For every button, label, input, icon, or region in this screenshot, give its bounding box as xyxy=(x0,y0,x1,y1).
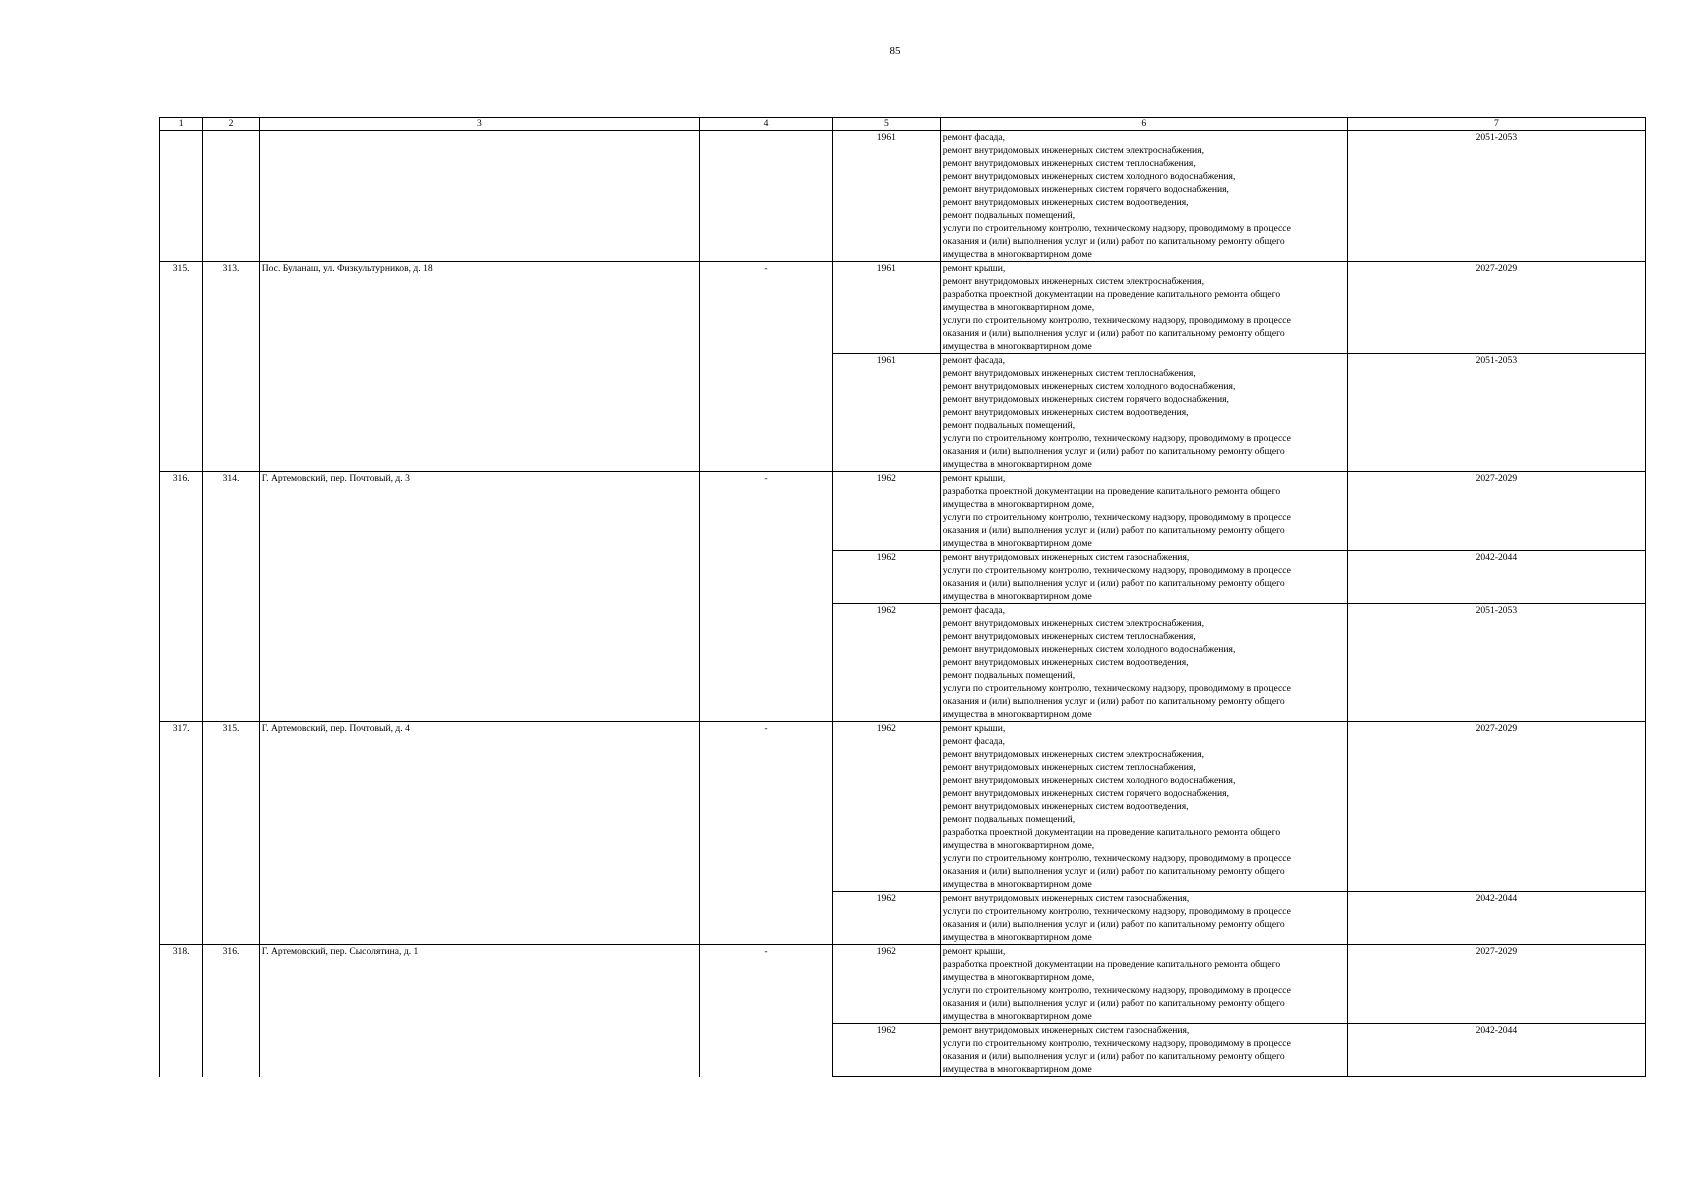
row-number-cell: 318. xyxy=(160,945,203,1077)
address-cell: Г. Артемовский, пер. Почтовый, д. 3 xyxy=(259,472,699,722)
sub-number-cell: 314. xyxy=(203,472,259,722)
work-item: услуги по строительному контролю, техническому надзору, проводимому в процессе xyxy=(942,1038,1291,1049)
address-cell: Г. Артемовский, пер. Сысолятина, д. 1 xyxy=(259,945,699,1077)
work-item: имущества в многоквартирном доме xyxy=(942,932,1092,943)
work-item: ремонт внутридомовых инженерных систем теплоснабжения, xyxy=(942,762,1196,773)
work-item: ремонт внутридомовых инженерных систем электроснабжения, xyxy=(942,618,1204,629)
year-cell: 1962 xyxy=(832,1024,940,1077)
year-cell: 1962 xyxy=(832,945,940,1024)
work-item: ремонт внутридомовых инженерных систем водоотведения, xyxy=(942,407,1189,418)
table-row xyxy=(160,722,1646,892)
work-item: ремонт внутридомовых инженерных систем газоснабжения, xyxy=(942,1025,1190,1036)
column-4-cell: - xyxy=(699,472,832,722)
year-cell: 1962 xyxy=(832,604,940,722)
work-item: ремонт фасада, xyxy=(942,605,1006,616)
sub-number-cell: 316. xyxy=(203,945,259,1077)
sub-number-cell xyxy=(203,131,259,262)
work-item: ремонт внутридомовых инженерных систем электроснабжения, xyxy=(942,276,1204,287)
work-item: имущества в многоквартирном доме xyxy=(942,879,1092,890)
table-body xyxy=(160,131,1646,1077)
work-item: ремонт внутридомовых инженерных систем электроснабжения, xyxy=(942,749,1204,760)
works-cell xyxy=(940,604,1347,722)
year-cell: 1961 xyxy=(832,131,940,262)
work-item: услуги по строительному контролю, техническому надзору, проводимому в процессе xyxy=(942,433,1291,444)
work-item: ремонт внутридомовых инженерных систем холодного водоснабжения, xyxy=(942,644,1236,655)
column-header: 4 xyxy=(699,118,832,131)
column-header: 6 xyxy=(940,118,1347,131)
work-item: имущества в многоквартирном доме, xyxy=(942,972,1095,983)
work-item: услуги по строительному контролю, техническому надзору, проводимому в процессе xyxy=(942,565,1291,576)
work-item: ремонт внутридомовых инженерных систем газоснабжения, xyxy=(942,552,1190,563)
work-item: ремонт внутридомовых инженерных систем холодного водоснабжения, xyxy=(942,171,1236,182)
work-item: ремонт крыши, xyxy=(942,723,1006,734)
period-cell: 2042-2044 xyxy=(1347,892,1645,945)
work-item: ремонт фасада, xyxy=(942,132,1006,143)
period-cell: 2051-2053 xyxy=(1347,354,1645,472)
works-cell xyxy=(940,892,1347,945)
sub-number-cell: 315. xyxy=(203,722,259,945)
column-number-row xyxy=(160,118,1646,131)
period-cell: 2027-2029 xyxy=(1347,945,1645,1024)
period-cell: 2051-2053 xyxy=(1347,604,1645,722)
sub-number-cell: 313. xyxy=(203,262,259,472)
column-4-cell: - xyxy=(699,722,832,945)
work-item: ремонт внутридомовых инженерных систем теплоснабжения, xyxy=(942,158,1196,169)
column-header: 3 xyxy=(259,118,699,131)
work-item: ремонт внутридомовых инженерных систем газоснабжения, xyxy=(942,893,1190,904)
table-row xyxy=(160,131,1646,262)
year-cell: 1961 xyxy=(832,354,940,472)
work-item: оказания и (или) выполнения услуг и (или) работ по капитальному ремонту общего xyxy=(942,525,1285,536)
work-item: услуги по строительному контролю, техническому надзору, проводимому в процессе xyxy=(942,985,1291,996)
work-item: имущества в многоквартирном доме xyxy=(942,1064,1092,1075)
work-item: услуги по строительному контролю, техническому надзору, проводимому в процессе xyxy=(942,223,1291,234)
work-item: услуги по строительному контролю, техническому надзору, проводимому в процессе xyxy=(942,512,1291,523)
work-item: имущества в многоквартирном доме xyxy=(942,709,1092,720)
address-cell: Пос. Буланаш, ул. Физкультурников, д. 18 xyxy=(259,262,699,472)
work-item: ремонт внутридомовых инженерных систем водоотведения, xyxy=(942,657,1189,668)
period-cell: 2051-2053 xyxy=(1347,131,1645,262)
work-item: ремонт подвальных помещений, xyxy=(942,670,1076,681)
work-item: ремонт внутридомовых инженерных систем холодного водоснабжения, xyxy=(942,775,1236,786)
work-item: ремонт внутридомовых инженерных систем электроснабжения, xyxy=(942,145,1204,156)
page-number: 85 xyxy=(889,45,901,57)
work-item: оказания и (или) выполнения услуг и (или) работ по капитальному ремонту общего xyxy=(942,446,1285,457)
work-item: имущества в многоквартирном доме xyxy=(942,538,1092,549)
table-row xyxy=(160,262,1646,354)
work-item: ремонт внутридомовых инженерных систем теплоснабжения, xyxy=(942,631,1196,642)
capital-repair-table xyxy=(159,117,1646,1077)
work-item: ремонт фасада, xyxy=(942,736,1006,747)
work-item: разработка проектной документации на проведение капитального ремонта общего xyxy=(942,289,1281,300)
work-item: оказания и (или) выполнения услуг и (или) работ по капитальному ремонту общего xyxy=(942,696,1285,707)
work-item: ремонт фасада, xyxy=(942,355,1006,366)
work-item: имущества в многоквартирном доме, xyxy=(942,302,1095,313)
column-header: 7 xyxy=(1347,118,1645,131)
work-item: ремонт крыши, xyxy=(942,946,1006,957)
work-item: ремонт внутридомовых инженерных систем водоотведения, xyxy=(942,197,1189,208)
year-cell: 1962 xyxy=(832,722,940,892)
works-cell xyxy=(940,722,1347,892)
period-cell: 2042-2044 xyxy=(1347,1024,1645,1077)
row-number-cell: 315. xyxy=(160,262,203,472)
work-item: оказания и (или) выполнения услуг и (или) работ по капитальному ремонту общего xyxy=(942,578,1285,589)
work-item: имущества в многоквартирном доме, xyxy=(942,840,1095,851)
work-item: имущества в многоквартирном доме, xyxy=(942,499,1095,510)
work-item: разработка проектной документации на проведение капитального ремонта общего xyxy=(942,827,1281,838)
work-item: разработка проектной документации на проведение капитального ремонта общего xyxy=(942,959,1281,970)
work-item: ремонт крыши, xyxy=(942,473,1006,484)
address-cell xyxy=(259,131,699,262)
work-item: ремонт внутридомовых инженерных систем горячего водоснабжения, xyxy=(942,394,1229,405)
work-item: оказания и (или) выполнения услуг и (или) работ по капитальному ремонту общего xyxy=(942,998,1285,1009)
work-item: услуги по строительному контролю, техническому надзору, проводимому в процессе xyxy=(942,906,1291,917)
work-item: имущества в многоквартирном доме xyxy=(942,591,1092,602)
works-cell xyxy=(940,354,1347,472)
table-row xyxy=(160,472,1646,551)
work-item: ремонт подвальных помещений, xyxy=(942,420,1076,431)
year-cell: 1962 xyxy=(832,892,940,945)
work-item: оказания и (или) выполнения услуг и (или) работ по капитальному ремонту общего xyxy=(942,328,1285,339)
works-cell xyxy=(940,945,1347,1024)
works-cell xyxy=(940,262,1347,354)
work-item: ремонт внутридомовых инженерных систем холодного водоснабжения, xyxy=(942,381,1236,392)
column-header: 1 xyxy=(160,118,203,131)
table-row xyxy=(160,945,1646,1024)
work-item: ремонт подвальных помещений, xyxy=(942,210,1076,221)
row-number-cell: 316. xyxy=(160,472,203,722)
works-cell xyxy=(940,551,1347,604)
column-4-cell: - xyxy=(699,945,832,1077)
work-item: оказания и (или) выполнения услуг и (или) работ по капитальному ремонту общего xyxy=(942,1051,1285,1062)
work-item: ремонт внутридомовых инженерных систем теплоснабжения, xyxy=(942,368,1196,379)
work-item: ремонт внутридомовых инженерных систем водоотведения, xyxy=(942,801,1189,812)
work-item: ремонт внутридомовых инженерных систем горячего водоснабжения, xyxy=(942,788,1229,799)
period-cell: 2027-2029 xyxy=(1347,262,1645,354)
work-item: услуги по строительному контролю, техническому надзору, проводимому в процессе xyxy=(942,315,1291,326)
work-item: ремонт крыши, xyxy=(942,263,1006,274)
work-item: разработка проектной документации на проведение капитального ремонта общего xyxy=(942,486,1281,497)
works-cell xyxy=(940,131,1347,262)
column-header: 2 xyxy=(203,118,259,131)
column-4-cell: - xyxy=(699,262,832,472)
works-cell xyxy=(940,472,1347,551)
row-number-cell: 317. xyxy=(160,722,203,945)
works-cell xyxy=(940,1024,1347,1077)
period-cell: 2027-2029 xyxy=(1347,472,1645,551)
year-cell: 1961 xyxy=(832,262,940,354)
work-item: услуги по строительному контролю, техническому надзору, проводимому в процессе xyxy=(942,683,1291,694)
work-item: имущества в многоквартирном доме xyxy=(942,249,1092,260)
row-number-cell xyxy=(160,131,203,262)
work-item: имущества в многоквартирном доме xyxy=(942,1011,1092,1022)
work-item: оказания и (или) выполнения услуг и (или) работ по капитальному ремонту общего xyxy=(942,919,1285,930)
work-item: услуги по строительному контролю, техническому надзору, проводимому в процессе xyxy=(942,853,1291,864)
address-cell: Г. Артемовский, пер. Почтовый, д. 4 xyxy=(259,722,699,945)
work-item: оказания и (или) выполнения услуг и (или) работ по капитальному ремонту общего xyxy=(942,866,1285,877)
work-item: оказания и (или) выполнения услуг и (или) работ по капитальному ремонту общего xyxy=(942,236,1285,247)
work-item: ремонт подвальных помещений, xyxy=(942,814,1076,825)
column-header: 5 xyxy=(832,118,940,131)
period-cell: 2042-2044 xyxy=(1347,551,1645,604)
column-4-cell xyxy=(699,131,832,262)
period-cell: 2027-2029 xyxy=(1347,722,1645,892)
work-item: имущества в многоквартирном доме xyxy=(942,459,1092,470)
work-item: ремонт внутридомовых инженерных систем горячего водоснабжения, xyxy=(942,184,1229,195)
work-item: имущества в многоквартирном доме xyxy=(942,341,1092,352)
year-cell: 1962 xyxy=(832,551,940,604)
year-cell: 1962 xyxy=(832,472,940,551)
